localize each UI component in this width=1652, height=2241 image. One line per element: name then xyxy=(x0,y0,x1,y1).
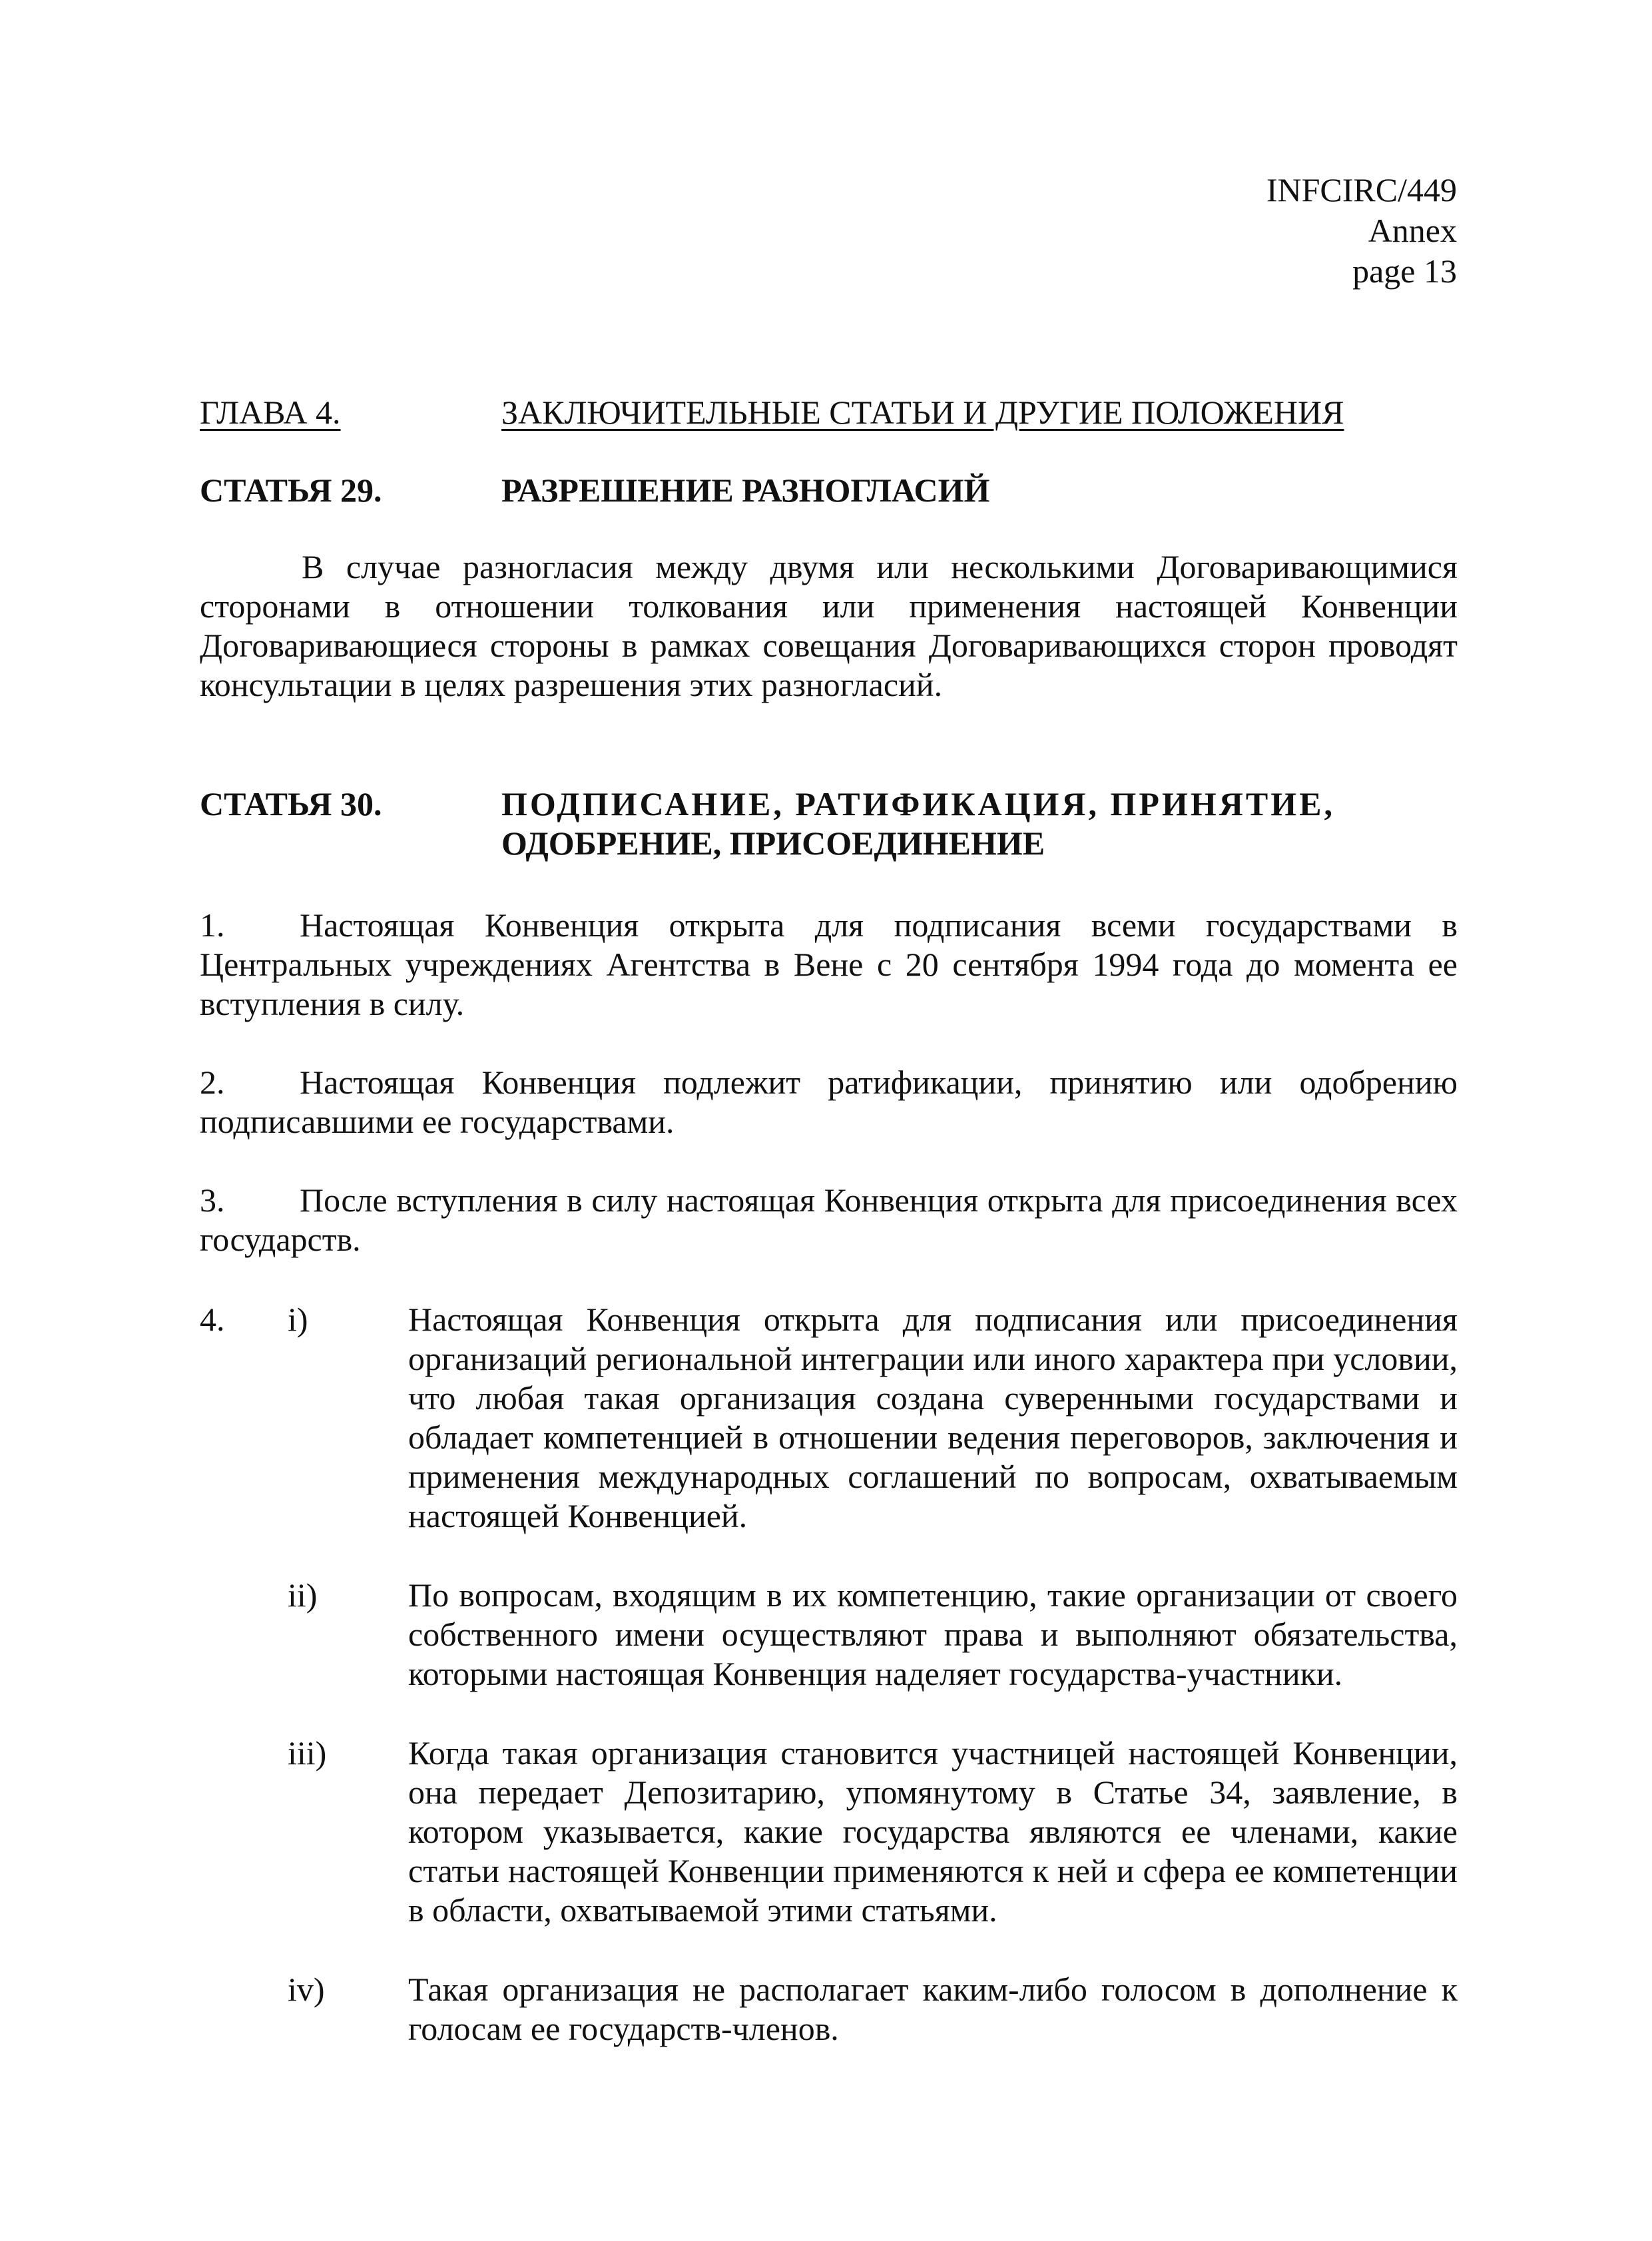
chapter-title: ЗАКЛЮЧИТЕЛЬНЫЕ СТАТЬИ И ДРУГИЕ ПОЛОЖЕНИЯ xyxy=(501,394,1344,431)
document-body xyxy=(200,393,1458,2049)
sub-item-iv xyxy=(200,1970,1458,2049)
para-number: 1. xyxy=(200,906,225,944)
para-number: 2. xyxy=(200,1064,225,1101)
para-number: 4. xyxy=(200,1301,225,1338)
sub-item-marker: iii) xyxy=(288,1734,327,1771)
page-number: page 13 xyxy=(1352,252,1457,290)
article-29-text: В случае разногласия между двумя или несколькими Договаривающимися сторонами в отношении толкования или применения настоящей Конвенции Договаривающиеся стороны в рамках совещания Договаривающихся сторон проводят консультации в целях разрешения этих разногласий. xyxy=(200,548,1458,703)
article-30-heading xyxy=(200,785,1458,863)
article-29-heading xyxy=(200,471,1458,510)
para-text: Настоящая Конвенция открыта для подписания всеми государствами в Центральных учреждениях Агентства в Вене с 20 сентября 1994 года до момента ее вступления в силу. xyxy=(200,906,1458,1022)
article-29-label: СТАТЬЯ 29. xyxy=(200,472,382,509)
article-30-para-4 xyxy=(200,1300,1458,2049)
article-30-para-2 xyxy=(200,1063,1458,1141)
sub-item-text: По вопросам, входящим в их компетенцию, такие организации от своего собственного имени осуществляют права и выполняют обязательства, которыми настоящая Конвенция наделяет государства-участники. xyxy=(408,1576,1458,1692)
sub-item-iii xyxy=(200,1734,1458,1930)
sub-item-marker: i) xyxy=(288,1301,308,1338)
article-30-title-line1: ПОДПИСАНИЕ, РАТИФИКАЦИЯ, ПРИНЯТИЕ, xyxy=(501,785,1335,822)
article-29-title: РАЗРЕШЕНИЕ РАЗНОГЛАСИЙ xyxy=(501,472,990,509)
chapter-heading xyxy=(200,393,1458,432)
para-text: Настоящая Конвенция подлежит ратификации, принятию или одобрению подписавшими ее государствами. xyxy=(200,1064,1458,1140)
para-text: После вступления в силу настоящая Конвенция открыта для присоединения всех государств. xyxy=(200,1181,1458,1258)
sub-item-marker: iv) xyxy=(288,1971,325,2008)
article-30-label: СТАТЬЯ 30. xyxy=(200,785,382,822)
article-30-title xyxy=(501,785,1458,863)
page-header xyxy=(1266,170,1457,292)
sub-item-text: Когда такая организация становится участницей настоящей Конвенции, она передает Депозитарию, упомянутому в Статье 34, заявление, в котором указывается, какие государства являются ее членами, какие статьи настоящей Конвенции применяются к ней и сфера ее компетенции в области, охватываемой этими статьями. xyxy=(408,1734,1458,1929)
sub-item-ii xyxy=(200,1576,1458,1694)
doc-id: INFCIRC/449 xyxy=(1266,171,1457,208)
article-30-title-line2: ОДОБРЕНИЕ, ПРИСОЕДИНЕНИЕ xyxy=(501,824,1045,862)
article-30-para-1 xyxy=(200,906,1458,1024)
chapter-label: ГЛАВА 4. xyxy=(200,394,341,431)
sub-item-text: Такая организация не располагает каким-либо голосом в дополнение к голосам ее государств-членов. xyxy=(408,1971,1458,2047)
sub-item-marker: ii) xyxy=(288,1576,318,1614)
sub-item-text: Настоящая Конвенция открыта для подписания или присоединения организаций региональной интеграции или иного характера при условии, что любая такая организация создана суверенными государствами и обладает компетенцией в отношении ведения переговоров, заключения и применения международных соглашений по вопросам, охватываемым настоящей Конвенцией. xyxy=(408,1301,1458,1534)
para-number: 3. xyxy=(200,1181,225,1219)
article-30-para-3 xyxy=(200,1181,1458,1259)
annex-label: Annex xyxy=(1368,212,1457,249)
sub-item-i xyxy=(200,1300,1458,1536)
